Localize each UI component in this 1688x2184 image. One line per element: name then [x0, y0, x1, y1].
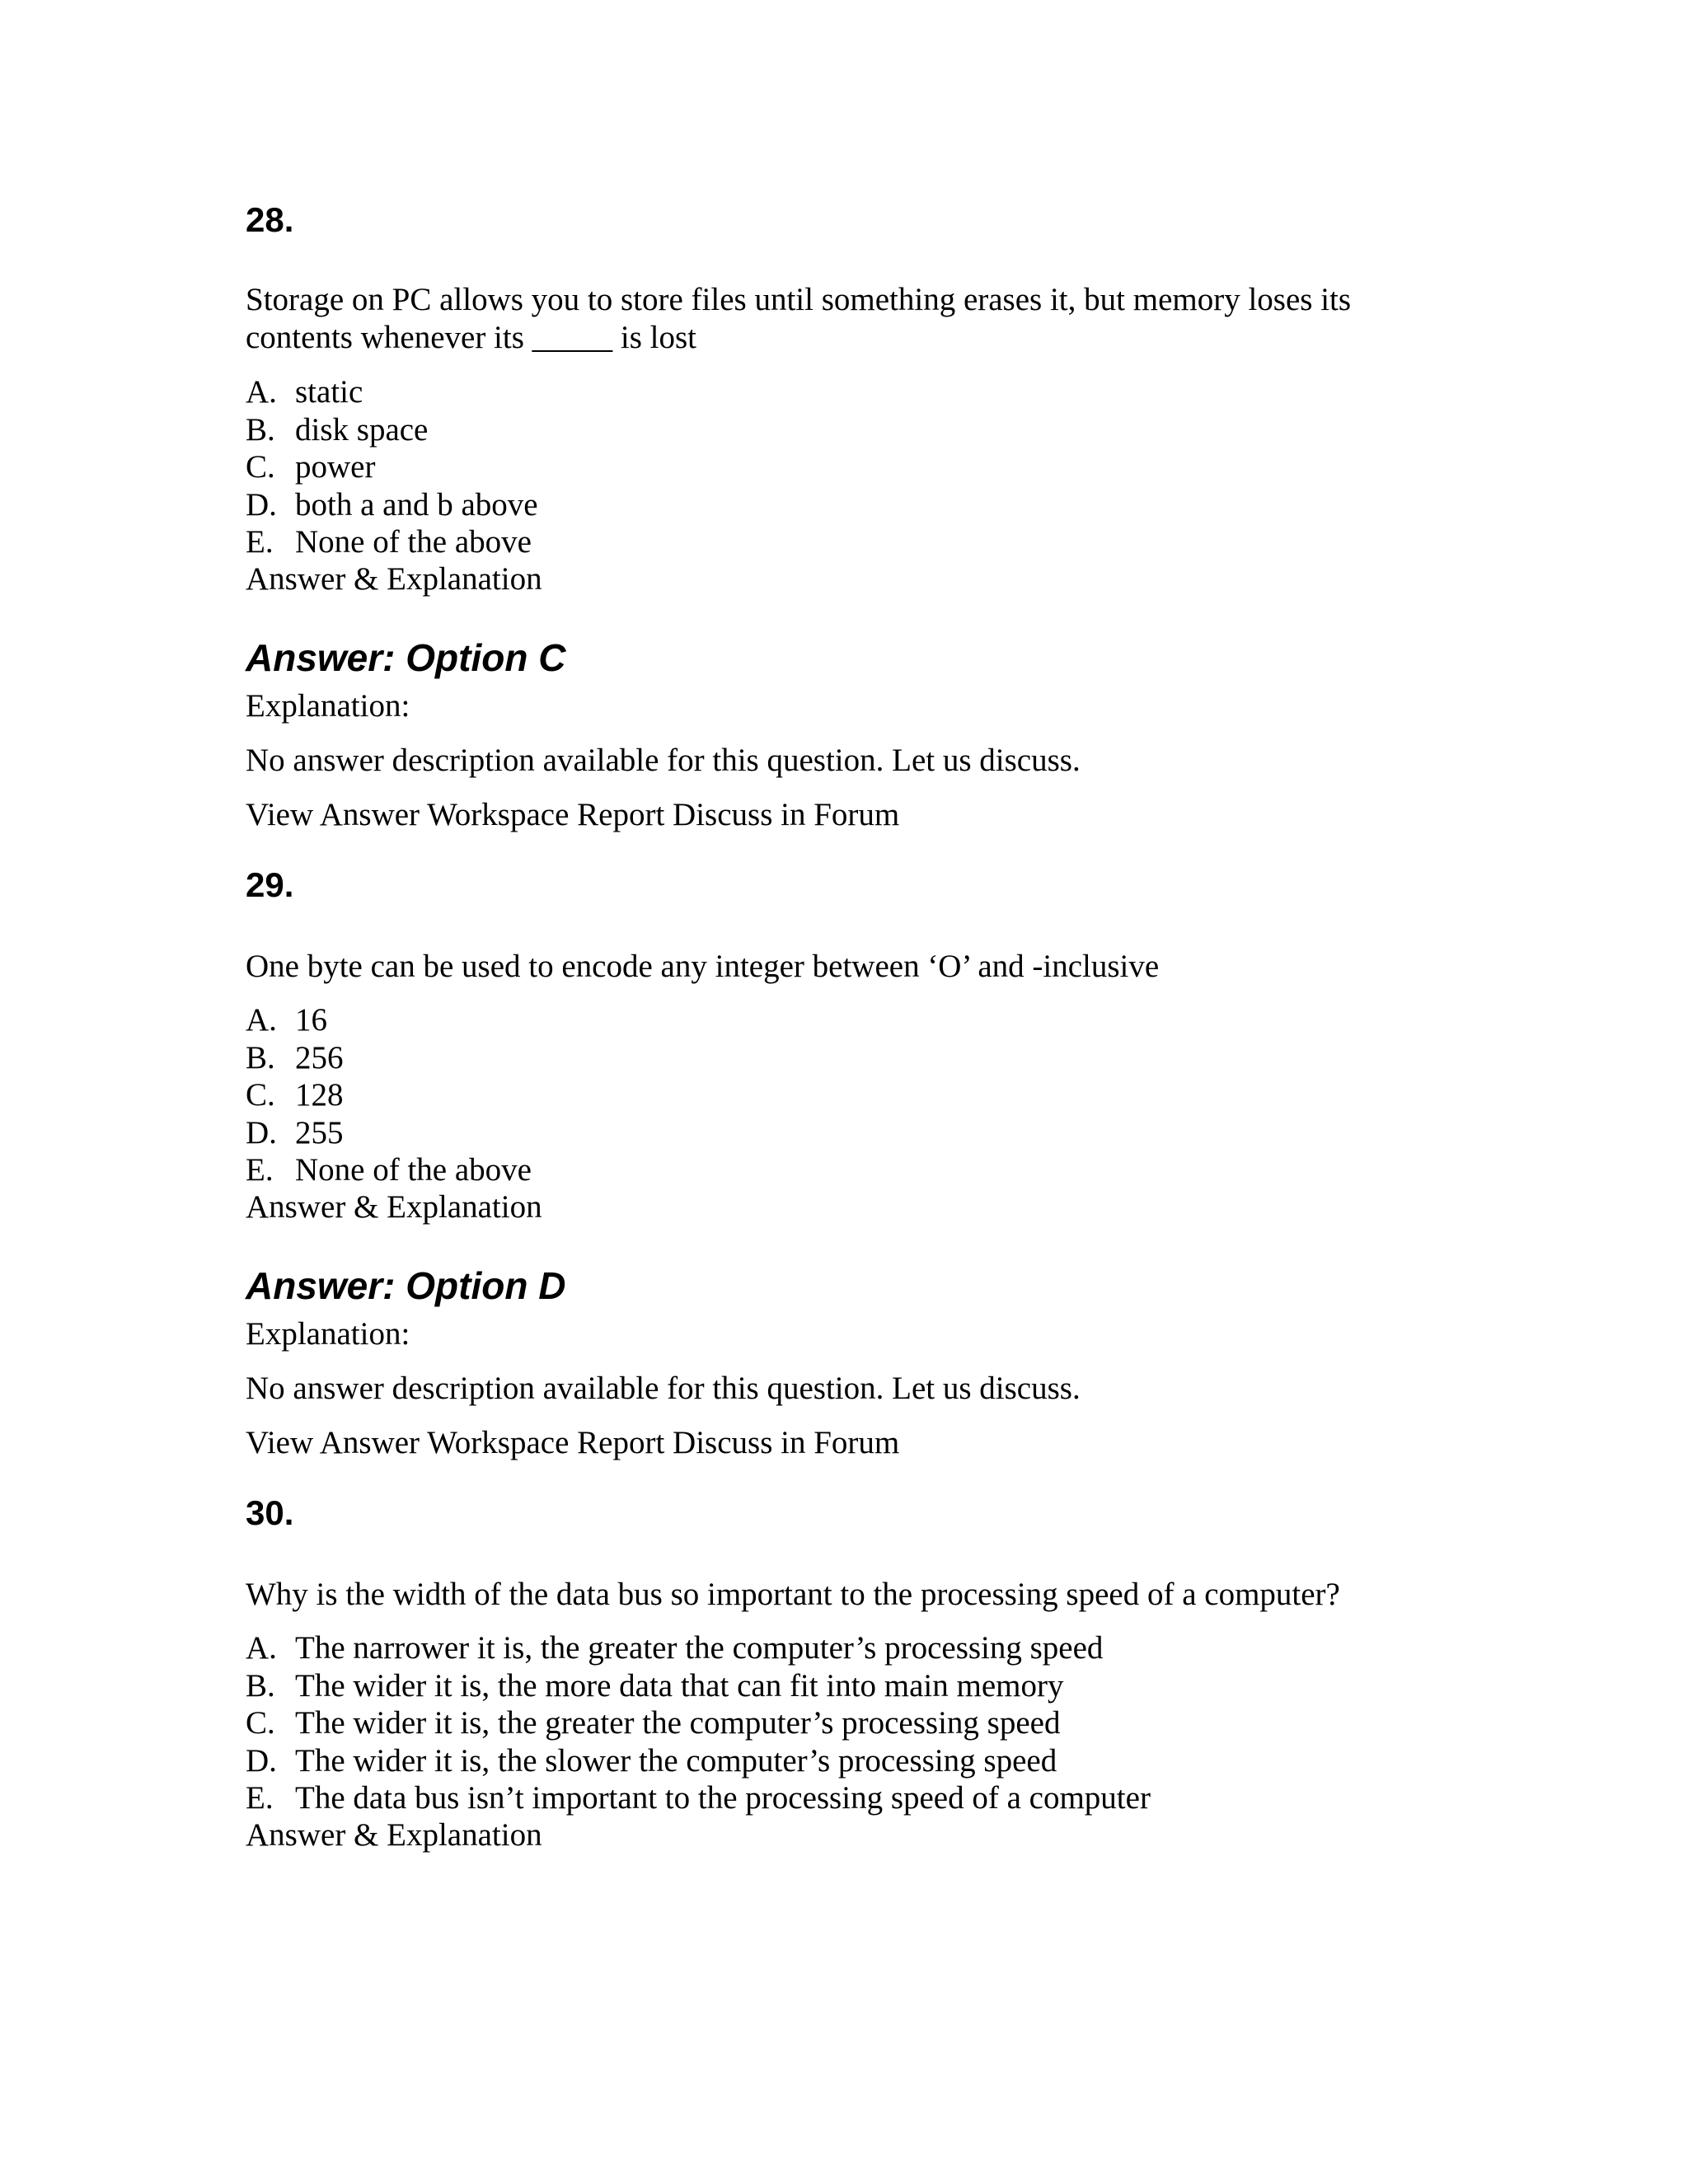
- discuss-forum-link[interactable]: Discuss in Forum: [673, 1425, 900, 1460]
- option-b[interactable]: B. 256: [246, 1039, 344, 1076]
- option-d[interactable]: D. 255: [246, 1114, 344, 1151]
- explanation-text: No answer description available for this question. Let us discuss.: [246, 1371, 1081, 1406]
- report-link[interactable]: Report: [577, 797, 665, 832]
- option-b[interactable]: B. disk space: [246, 411, 429, 448]
- view-answer-link[interactable]: View Answer: [246, 797, 420, 832]
- view-answer-link[interactable]: View Answer: [246, 1425, 420, 1460]
- question-number: 29.: [246, 865, 294, 904]
- explanation-label: Explanation:: [246, 688, 410, 724]
- answer-explanation-toggle[interactable]: Answer & Explanation: [246, 1817, 542, 1853]
- option-a[interactable]: A. static: [246, 374, 363, 410]
- explanation-text: No answer description available for this question. Let us discuss.: [246, 743, 1081, 778]
- option-e[interactable]: E. The data bus isn’t important to the processing speed of a computer: [246, 1780, 1151, 1816]
- option-b[interactable]: B. The wider it is, the more data that can fit into main memory: [246, 1667, 1064, 1704]
- question-number: 30.: [246, 1493, 294, 1532]
- answer-heading: Answer: Option C: [246, 636, 566, 679]
- discuss-forum-link[interactable]: Discuss in Forum: [673, 797, 900, 832]
- question-text: One byte can be used to encode any integer between ‘O’ and -inclusive: [246, 949, 1160, 984]
- option-c[interactable]: C. power: [246, 449, 376, 485]
- question-number: 28.: [246, 200, 294, 239]
- answer-links: [246, 1424, 899, 1462]
- question-text: Why is the width of the data bus so important to the processing speed of a computer?: [246, 1577, 1340, 1612]
- answer-explanation-toggle[interactable]: Answer & Explanation: [246, 1189, 542, 1225]
- option-c[interactable]: C. 128: [246, 1077, 344, 1113]
- option-a[interactable]: A. 16: [246, 1002, 327, 1038]
- option-d[interactable]: D. both a and b above: [246, 486, 538, 523]
- options-list: [246, 1629, 1151, 1817]
- answer-explanation-toggle[interactable]: Answer & Explanation: [246, 561, 542, 597]
- answer-heading: Answer: Option D: [246, 1264, 566, 1307]
- explanation-label: Explanation:: [246, 1316, 410, 1352]
- question-text: Storage on PC allows you to store files until something erases it, but memory loses its contents whenever its _____ is lost: [246, 282, 1352, 355]
- options-list: [246, 373, 538, 561]
- workspace-link[interactable]: Workspace: [427, 1425, 570, 1460]
- workspace-link[interactable]: Workspace: [427, 797, 570, 832]
- option-d[interactable]: D. The wider it is, the slower the computer’s processing speed: [246, 1742, 1057, 1779]
- option-e[interactable]: E. None of the above: [246, 524, 532, 560]
- option-a[interactable]: A. The narrower it is, the greater the computer’s processing speed: [246, 1630, 1104, 1666]
- answer-links: [246, 796, 899, 834]
- options-list: [246, 1001, 532, 1189]
- option-c[interactable]: C. The wider it is, the greater the computer’s processing speed: [246, 1705, 1061, 1741]
- report-link[interactable]: Report: [577, 1425, 665, 1460]
- option-e[interactable]: E. None of the above: [246, 1152, 532, 1188]
